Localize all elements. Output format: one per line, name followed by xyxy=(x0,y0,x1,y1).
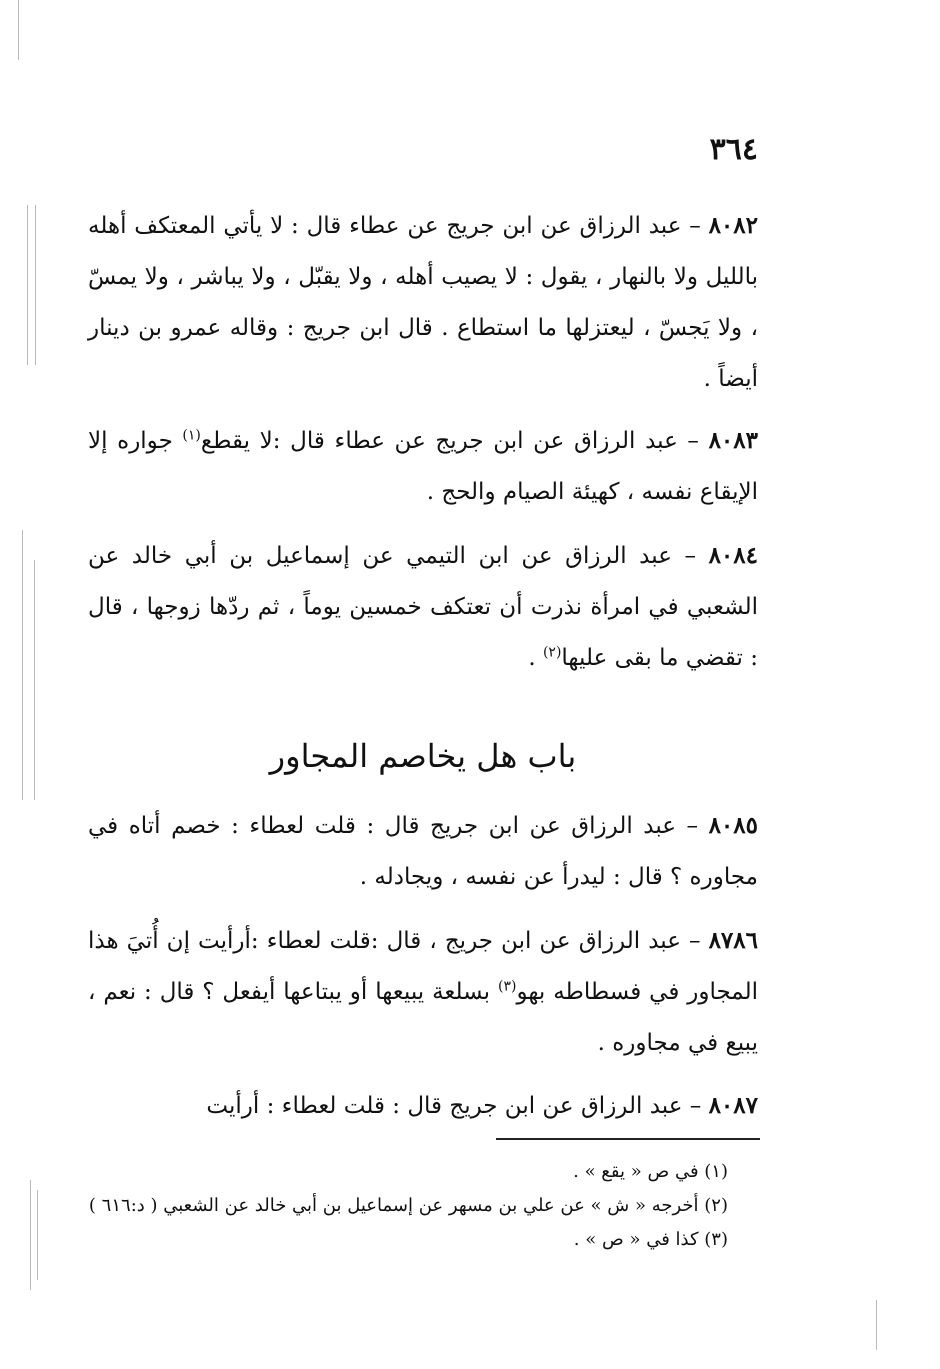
footnotes xyxy=(88,1155,728,1257)
footnote-3: (٣) كذا في « ص » . xyxy=(573,1229,728,1250)
paragraph-text: – عبد الرزاق عن ابن جريج ، قال :قلت لعطاء :أرأيت إن أُتيَ هذا المجاور في فسطاطه بهو xyxy=(88,928,758,1005)
paragraph-text: – عبد الرزاق عن ابن التيمي عن إسماعيل بن أبي خالد عن الشعبي في امرأة نذرت أن تعتكف خمسين يوماً ، ثم ردّها زوجها ، قال : تقضي ما بقى عليها xyxy=(88,543,758,671)
hadith-number: ٨٠٨٧ xyxy=(708,1092,758,1119)
scan-edge-line xyxy=(876,1300,877,1350)
paragraph-text: – عبد الرزاق عن ابن جريج قال : قلت لعطاء : خصم أتاه في مجاوره ؟ قال : ليدرأ عن نفسه ، ويجادله . xyxy=(88,813,758,890)
hadith-number: ٨٠٨٤ xyxy=(708,542,758,569)
scan-edge-line xyxy=(34,560,35,800)
paragraph-text: بسلعة يبيعها أو يبتاعها أيفعل ؟ قال : نعم ، يبيع في مجاوره . xyxy=(88,979,758,1056)
hadith-number: ٨٠٨٥ xyxy=(708,812,758,839)
hadith-number: ٨٠٨٣ xyxy=(708,427,758,454)
paragraph-text: جواره إلا الإيقاع نفسه ، كهيئة الصيام والحج . xyxy=(88,428,758,505)
paragraph-text: . xyxy=(528,645,543,671)
footnote-ref: (٣) xyxy=(497,978,517,995)
scan-edge-line xyxy=(27,205,28,365)
paragraph-8083 xyxy=(88,415,758,518)
footnote-ref: (١) xyxy=(182,427,201,444)
scan-edge-line xyxy=(18,0,19,60)
footnote-divider xyxy=(496,1138,760,1140)
scan-edge-line xyxy=(22,530,23,800)
footnote-ref: (٢) xyxy=(542,644,562,661)
paragraph-8087 xyxy=(88,1080,758,1132)
paragraph-8086 xyxy=(88,915,758,1069)
paragraph-text: – عبد الرزاق عن ابن جريج عن عطاء قال :لا يقطع xyxy=(200,428,709,454)
section-heading: باب هل يخاصم المجاور xyxy=(269,737,577,775)
paragraph-8085 xyxy=(88,800,758,903)
paragraph-8084 xyxy=(88,530,758,684)
footnote-1: (١) في ص « يقع » . xyxy=(573,1161,728,1182)
paragraph-text: – عبد الرزاق عن ابن جريج عن عطاء قال : لا يأتي المعتكف أهله بالليل ولا بالنهار ، يقول : لا يصيب أهله ، ولا يقبّل ، ولا يباشر ، ولا يمسّ ، ولا يَجسّ ، ليعتزلها ما استطاع . قال ابن جريج : وقاله عمرو بن دينار أيضاً . xyxy=(88,213,758,392)
hadith-number: ٨٠٨٢ xyxy=(708,212,758,239)
footnote-2: (٢) أخرجه « ش » عن علي بن مسهر عن إسماعيل بن أبي خالد عن الشعبي ( د:٦١٦ ) xyxy=(88,1195,728,1216)
scan-edge-line xyxy=(35,205,36,365)
hadith-number: ٨٧٨٦ xyxy=(708,927,758,954)
paragraph-8082 xyxy=(88,200,758,405)
scan-edge-line xyxy=(37,1190,38,1280)
page-number: ٣٦٤ xyxy=(709,132,758,167)
scan-edge-line xyxy=(30,1180,31,1290)
paragraph-text: – عبد الرزاق عن ابن جريج قال : قلت لعطاء : أرأيت xyxy=(206,1093,709,1119)
